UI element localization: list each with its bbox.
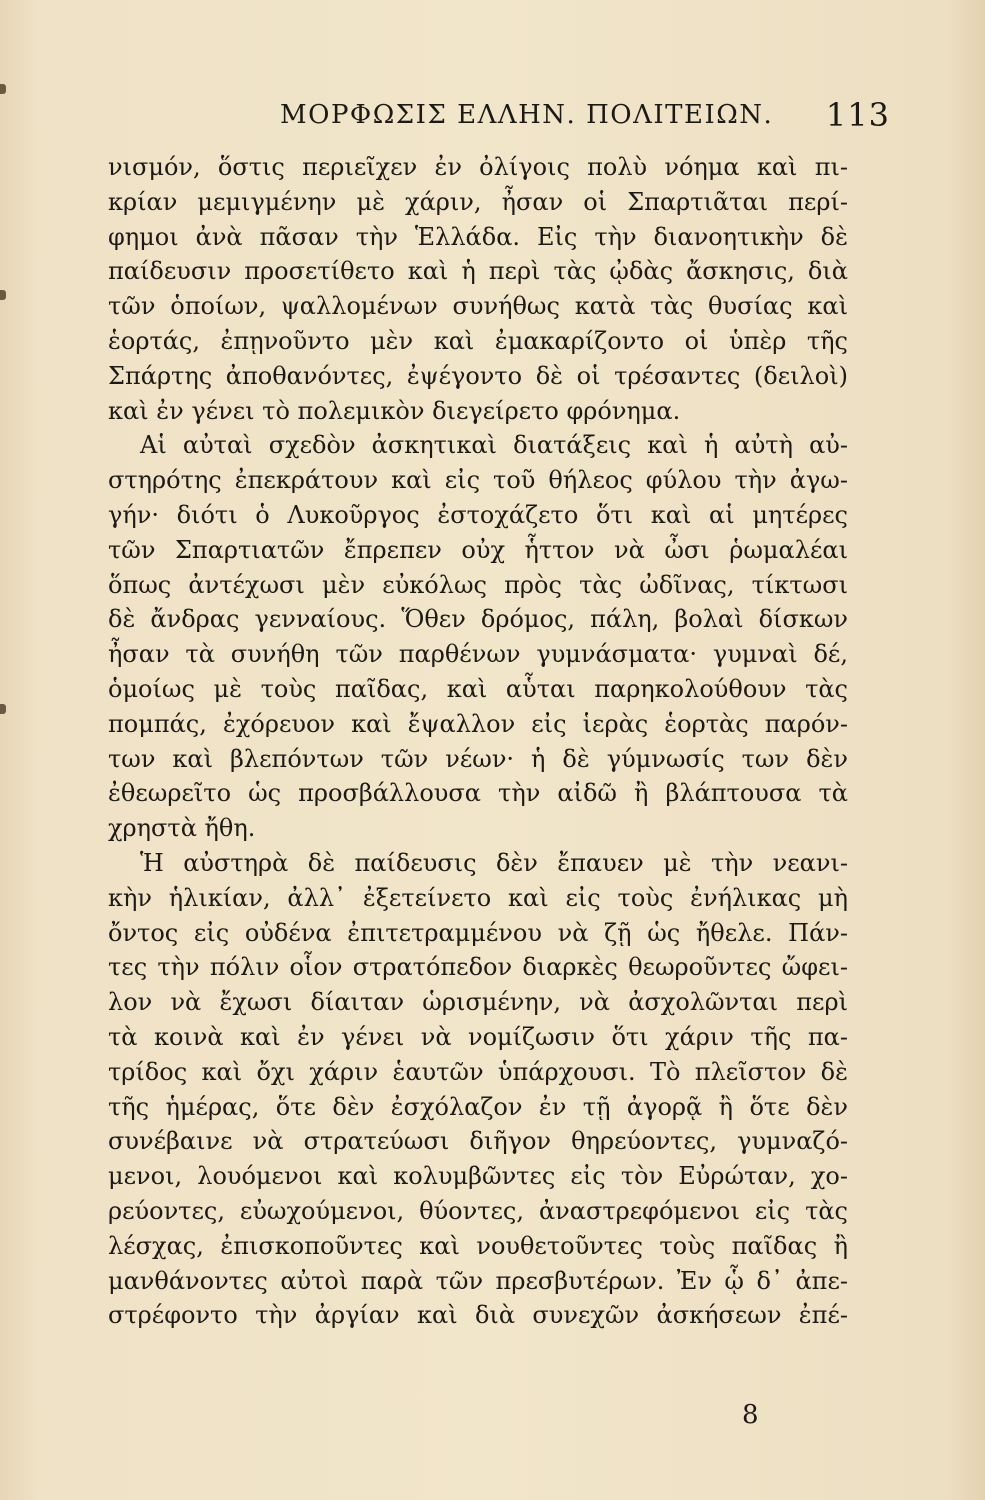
page-number: 113 — [825, 96, 890, 134]
paragraph-start-line: Αἱ αὐταὶ σχεδὸν ἀσκητικαὶ διατάξεις καὶ ἡ αὐτὴ αὐ- — [140, 431, 848, 460]
text-line: τὰ κοινὰ καὶ ἐν γένει νὰ νομίζωσιν ὅτι χάριν τῆς πα- — [108, 1022, 848, 1051]
text-line: ἑορτάς, ἐπῃνοῦντο μὲν καὶ ἐμακαρίζοντο οἱ ὑπὲρ τῆς — [108, 326, 848, 355]
text-line: Σπάρτης ἀποθανόντες, ἐψέγοντο δὲ οἱ τρέσαντες (δειλοὶ) — [108, 361, 848, 390]
text-line: νισμόν, ὅστις περιεῖχεν ἐν ὀλίγοις πολὺ νόημα καὶ πι- — [108, 153, 848, 181]
text-line: λέσχας, ἐπισκοποῦντες καὶ νουθετοῦντες τοὺς παῖδας ἢ — [108, 1231, 848, 1260]
text-line: στρέφοντο τὴν ἀργίαν καὶ διὰ συνεχῶν ἀσκήσεων ἐπέ- — [108, 1301, 848, 1330]
text-line: κὴν ἡλικίαν, ἀλλ᾽ ἐξετείνετο καὶ εἰς τοὺς ἐνήλικας μὴ — [108, 883, 848, 912]
page-edge-mark — [0, 84, 6, 94]
running-head: ΜΟΡΦΩΣΙΣ ΕΛΛΗΝ. ΠΟΛΙΤΕΙΩΝ. — [280, 100, 774, 130]
text-line: ὁμοίως μὲ τοὺς παῖδας, καὶ αὗται παρηκολούθουν τὰς — [108, 674, 848, 703]
text-line: τες τὴν πόλιν οἷον στρατόπεδον διαρκὲς θεωροῦντες ὤφει- — [108, 953, 848, 982]
text-line: ἐθεωρεῖτο ὡς προσβάλλουσα τὴν αἰδῶ ἢ βλάπτουσα τὰ — [108, 779, 848, 808]
text-line: ἦσαν τὰ συνήθη τῶν παρθένων γυμνάσματα· γυμναὶ δέ, — [108, 640, 848, 669]
text-line: κρίαν μεμιγμένην μὲ χάριν, ἦσαν οἱ Σπαρτιᾶται περί- — [108, 187, 848, 216]
text-line: τῆς ἡμέρας, ὅτε δὲν ἐσχόλαζον ἐν τῇ ἀγορᾷ ἢ ὅτε δὲν — [108, 1092, 848, 1121]
text-line: των καὶ βλεπόντων τῶν νέων· ἡ δὲ γύμνωσίς των δὲν — [108, 744, 848, 773]
text-line: ρεύοντες, εὐωχούμενοι, θύοντες, ἀναστρεφόμενοι εἰς τὰς — [108, 1196, 848, 1225]
text-line: ὅπως ἀντέχωσι μὲν εὐκόλως πρὸς τὰς ὠδῖνας, τίκτωσι — [108, 570, 848, 599]
text-line: γήν· διότι ὁ Λυκοῦργος ἐστοχάζετο ὅτι καὶ αἱ μητέρες — [108, 500, 848, 529]
text-line: συνέβαινε νὰ στρατεύωσι διῆγον θηρεύοντες, γυμναζό- — [108, 1127, 848, 1156]
text-line: μανθάνοντες αὐτοὶ παρὰ τῶν πρεσβυτέρων. Ἐν ᾧ δ᾽ ἀπε- — [108, 1266, 848, 1295]
text-line: λον νὰ ἔχωσι δίαιταν ὡρισμένην, νὰ ἀσχολῶνται περὶ — [108, 988, 848, 1017]
text-line: στηρότης ἐπεκράτουν καὶ εἰς τοῦ θήλεος φύλου τὴν ἀγω- — [108, 466, 848, 495]
text-line: δὲ ἄνδρας γενναίους. Ὅθεν δρόμος, πάλη, βολαὶ δίσκων — [108, 605, 848, 634]
text-line: πομπάς, ἐχόρευον καὶ ἔψαλλον εἰς ἱερὰς ἑορτὰς παρόν- — [108, 709, 848, 738]
text-line: τῶν Σπαρτιατῶν ἔπρεπεν οὐχ ἧττον νὰ ὦσι ῥωμαλέαι — [108, 535, 848, 564]
text-line: τῶν ὁποίων, ψαλλομένων συνήθως κατὰ τὰς θυσίας καὶ — [108, 292, 848, 321]
body-text — [108, 150, 848, 1333]
page-edge-mark — [0, 704, 6, 714]
page-edge-mark — [0, 290, 6, 300]
page-header — [280, 96, 890, 140]
text-line: καὶ ἐν γένει τὸ πολεμικὸν διεγείρετο φρόνημα. — [108, 396, 681, 425]
text-line: χρηστὰ ἤθη. — [108, 814, 256, 843]
text-line: φημοι ἀνὰ πᾶσαν τὴν Ἑλλάδα. Εἰς τὴν διανοητικὴν δὲ — [108, 222, 848, 251]
text-line: ὄντος εἰς οὐδένα ἐπιτετραμμένου νὰ ζῇ ὡς ἤθελε. Πάν- — [108, 918, 848, 947]
text-line: παίδευσιν προσετίθετο καὶ ἡ περὶ τὰς ᾠδὰς ἄσκησις, διὰ — [108, 257, 848, 286]
paragraph-start-line: Ἡ αὐστηρὰ δὲ παίδευσις δὲν ἔπαυεν μὲ τὴν νεανι- — [140, 848, 848, 877]
text-line: μενοι, λουόμενοι καὶ κολυμβῶντες εἰς τὸν Εὐρώταν, χο- — [108, 1162, 848, 1191]
text-line: τρίδος καὶ ὄχι χάριν ἑαυτῶν ὑπάρχουσι. Τὸ πλεῖστον δὲ — [108, 1057, 848, 1086]
signature-mark: 8 — [742, 1400, 759, 1430]
